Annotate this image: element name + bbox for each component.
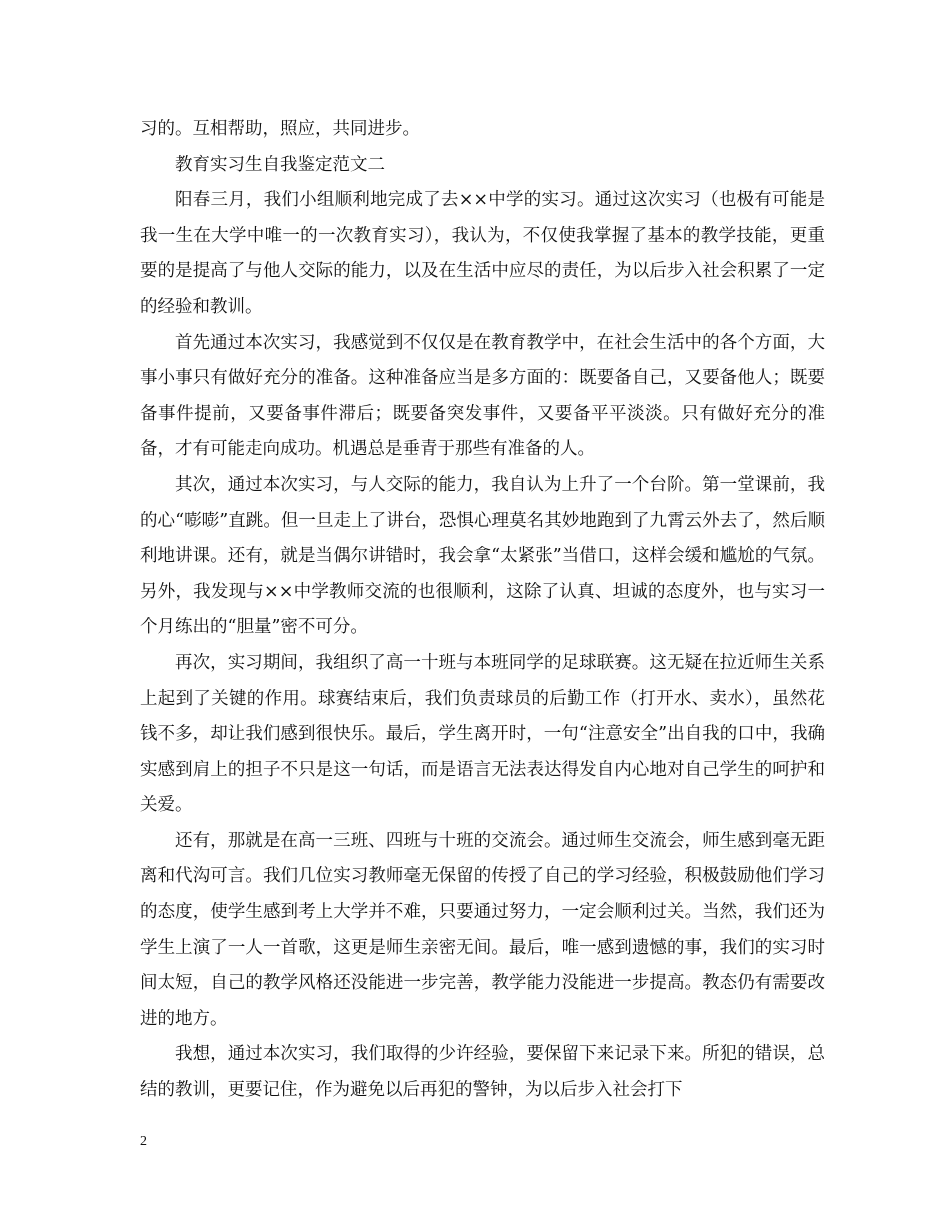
body-paragraph: 习的。互相帮助，照应，共同进步。 — [140, 119, 420, 139]
body-paragraph: 其次，通过本次实习，与人交际的能力，我自认为上升了一个台阶。第一堂课前，我的心“嘭嘭”直跳。但一旦走上了讲台，恐惧心理莫名其妙地跑到了九霄云外去了，然后顺利地讲课。还有，就是当偶尔讲错时，我会拿“太紧张”当借口，这样会缓和尴尬的气氛。另外，我发现与××中学教师交流的也很顺利，这除了认真、坦诚的态度外，也与实习一个月练出的“胆量”密不可分。 — [140, 474, 825, 638]
body-paragraph: 阳春三月，我们小组顺利地完成了去××中学的实习。通过这次实习（也极有可能是我一生在大学中唯一的一次教育实习），我认为，不仅使我掌握了基本的教学技能，更重要的是提高了与他人交际的能力，以及在生活中应尽的责任，为以后步入社会积累了一定的经验和教训。 — [140, 190, 825, 317]
body-paragraph: 我想，通过本次实习，我们取得的少许经验，要保留下来记录下来。所犯的错误，总结的教训，更要记住，作为避免以后再犯的警钟，为以后步入社会打下 — [140, 1044, 825, 1101]
body-paragraph: 还有，那就是在高一三班、四班与十班的交流会。通过师生交流会，师生感到毫无距离和代沟可言。我们几位实习教师毫无保留的传授了自己的学习经验，积极鼓励他们学习的态度，使学生感到考上大学并不难，只要通过努力，一定会顺利过关。当然，我们还为学生上演了一人一首歌，这更是师生亲密无间。最后，唯一感到遗憾的事，我们的实习时间太短，自己的教学风格还没能进一步完善，教学能力没能进一步提高。教态仍有需要改进的地方。 — [140, 830, 825, 1029]
document-body — [140, 112, 825, 1109]
body-paragraph: 再次，实习期间，我组织了高一十班与本班同学的足球联赛。这无疑在拉近师生关系上起到了关键的作用。球赛结束后，我们负责球员的后勤工作（打开水、卖水），虽然花钱不多，却让我们感到很快乐。最后，学生离开时，一句“注意安全”出自我的口中，我确实感到肩上的担子不只是这一句话，而是语言无法表达得发自内心地对自己学生的呵护和关爱。 — [140, 652, 825, 816]
section-heading: 教育实习生自我鉴定范文二 — [175, 154, 385, 175]
page-number: 2 — [140, 1134, 147, 1149]
body-paragraph: 首先通过本次实习，我感觉到不仅仅是在教育教学中，在社会生活中的各个方面，大事小事只有做好充分的准备。这种准备应当是多方面的：既要备自己，又要备他人；既要备事件提前，又要备事件滞后；既要备突发事件，又要备平平淡淡。只有做好充分的准备，才有可能走向成功。机遇总是垂青于那些有准备的人。 — [140, 332, 825, 460]
